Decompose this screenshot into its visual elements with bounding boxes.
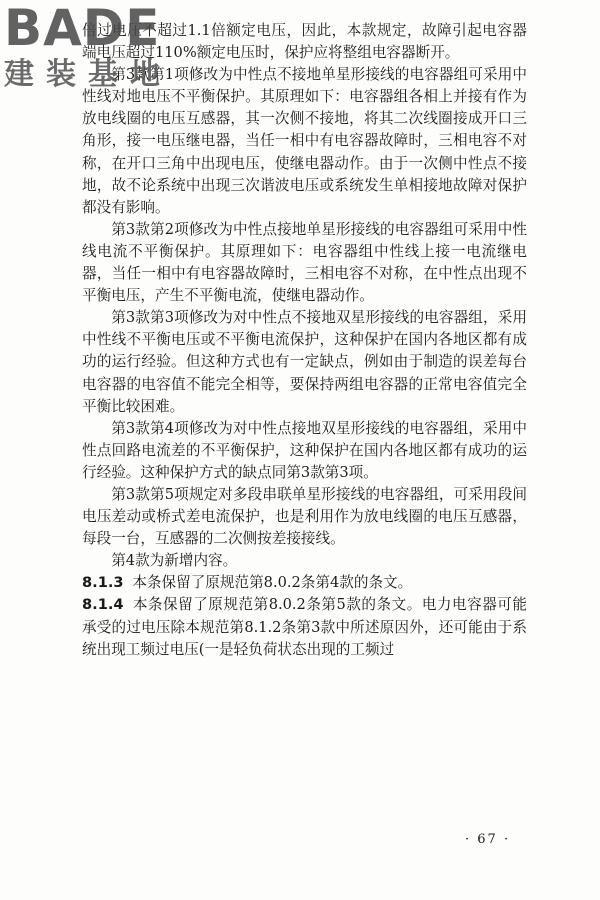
clause-8-1-4: 8.1.4 本条保留了原规范第8.0.2条第5款的条文。电力电容器可能承受的过电压除本规范第8.1.2条第3款中所述原因外，还可能由于系统出现工频过电压(一是轻负荷状态出现的工频过	[82, 596, 527, 658]
clause-number: 8.1.3	[82, 574, 124, 592]
clause-8-1-3: 8.1.3 本条保留了原规范第8.0.2条第4款的条文。	[82, 574, 413, 592]
paragraph-1: 倍过电压不超过1.1倍额定电压，因此，本款规定，故障引起电容器端电压超过110%额定电压时，保护应将整组电容器断开。	[82, 22, 527, 62]
watermark-logo	[4, 2, 174, 97]
paragraph-2: 第3款第1项修改为中性点不接地单星形接线的电容器组可采用中性线对地电压不平衡保护。其原理如下：电容器组各相上并接有作为放电线圈的电压互感器，其一次侧不接地，将其二次线圈接成开口三角形，接一电压继电器，当任一相中有电容器故障时，三相电容不对称，在开口三角中出现电压，使继电器动作。由于一次侧中性点不接地，故不论系统中出现三次谐波电压或系统发生单相接地故障对保护都没有影响。	[82, 66, 527, 216]
body-text	[82, 20, 527, 661]
watermark-latin: BADE	[4, 0, 161, 57]
paragraph-3: 第3款第2项修改为中性点接地单星形接线的电容器组可采用中性线电流不平衡保护。其原理如下：电容器组中性线上接一电流继电器，当任一相中有电容器故障时，三相电容不对称，在中性点出现不平衡电压，产生不平衡电流，使继电器动作。	[82, 220, 527, 305]
paragraph-4: 第3款第3项修改为对中性点不接地双星形接线的电容器组，采用中性线不平衡电压或不平衡电流保护，这种保护在国内各地区都有成功的运行经验。但这种方式也有一定缺点，例如由于制造的误差每台电容器的电容值不能完全相等，要保持两组电容器的正常电容值完全平衡比较困难。	[82, 309, 527, 415]
clause-number: 8.1.4	[82, 596, 124, 614]
paragraph-6: 第3款第5项规定对多段串联单星形接线的电容器组，可采用段间电压差动或桥式差电流保护，也是利用作为放电线圈的电压互感器，每段一台，互感器的二次侧按差接接线。	[82, 485, 527, 548]
paragraph-5: 第3款第4项修改为对中性点接地双星形接线的电容器组，采用中性点回路电流差的不平衡保护，这种保护在国内各地区都有成功的运行经验。这种保护方式的缺点同第3款第3项。	[82, 419, 527, 481]
watermark-cjk: 建装基地	[4, 57, 172, 92]
paragraph-7: 第4款为新增内容。	[111, 552, 238, 570]
page-number: · 67 ·	[465, 832, 511, 847]
